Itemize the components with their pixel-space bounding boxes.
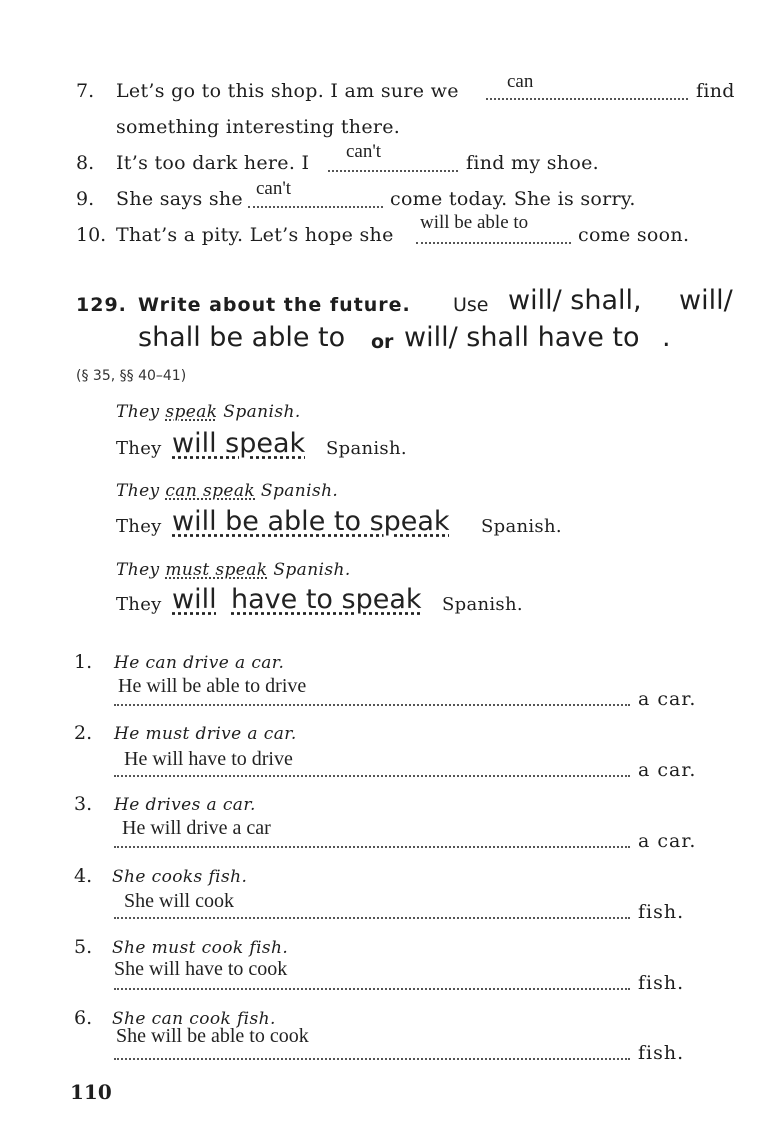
use-word: Use: [453, 294, 489, 316]
example-answer-start: They: [116, 516, 162, 537]
item-text-after: find: [696, 80, 735, 102]
example-answer-end: Spanish.: [442, 594, 523, 615]
task-number: 4.: [74, 865, 93, 887]
task-ending: fish.: [638, 901, 685, 923]
example-answer-handwritten: will speak: [172, 428, 306, 459]
answer-line: [328, 170, 458, 172]
task-ending: a car.: [638, 759, 697, 781]
page-number: 110: [70, 1080, 112, 1104]
example-answer-handwritten-have-to: have to speak: [231, 584, 422, 615]
task-number: 5.: [74, 936, 93, 958]
task-ending: fish.: [638, 1042, 685, 1064]
handwritten-answer: can't: [346, 141, 382, 162]
heading-period: .: [662, 322, 671, 353]
example-prompt-verb: can speak: [165, 481, 256, 501]
example-prompt-end: Spanish.: [260, 481, 339, 501]
example-prompt-verb: speak: [165, 402, 218, 422]
answer-line: [114, 846, 630, 848]
task-prompt: He drives a car.: [114, 795, 256, 815]
task-prompt: He must drive a car.: [114, 724, 297, 744]
answer-line: [114, 775, 630, 777]
exercise-number: 129.: [76, 294, 127, 316]
exercise-title: Write about the future.: [138, 294, 411, 316]
handwritten-answer: He will be able to drive: [118, 675, 307, 697]
answer-line: [114, 1058, 630, 1060]
example-prompt-end: Spanish.: [273, 560, 351, 580]
task-number: 3.: [74, 793, 93, 815]
answer-line: [114, 704, 630, 706]
task-ending: fish.: [638, 972, 685, 994]
item-number: 7.: [76, 80, 95, 102]
task-number: 2.: [74, 722, 93, 744]
option-will: will/: [679, 285, 733, 316]
task-ending: a car.: [638, 688, 697, 710]
task-prompt: She can cook fish.: [112, 1009, 276, 1029]
handwritten-answer: He will have to drive: [124, 748, 293, 770]
handwritten-answer: can't: [256, 178, 292, 199]
example-prompt-start: They: [116, 560, 160, 580]
option-have-to: will/ shall have to: [404, 322, 640, 353]
handwritten-answer: She will have to cook: [114, 958, 288, 980]
item-text-after: find my shoe.: [466, 152, 599, 174]
answer-line: [114, 988, 630, 990]
task-prompt: She cooks fish.: [112, 867, 248, 887]
handwritten-answer: She will be able to cook: [116, 1025, 309, 1047]
option-be-able-to: shall be able to: [138, 322, 346, 353]
item-number: 9.: [76, 188, 95, 210]
example-prompt-verb: must speak: [165, 560, 268, 580]
item-number: 10.: [76, 224, 107, 246]
task-ending: a car.: [638, 830, 697, 852]
item-number: 8.: [76, 152, 95, 174]
grammar-reference: (§ 35, §§ 40–41): [76, 368, 187, 384]
or-word: or: [371, 331, 394, 353]
example-answer-handwritten: will be able to speak: [172, 506, 450, 537]
example-answer-start: They: [116, 594, 162, 615]
example-prompt-end: Spanish.: [223, 402, 301, 422]
item-continuation: something interesting there.: [116, 116, 401, 138]
item-text-after: come soon.: [578, 224, 690, 246]
handwritten-answer: can: [507, 71, 534, 92]
answer-line: [486, 98, 688, 100]
example-answer-end: Spanish.: [326, 438, 407, 459]
task-prompt: She must cook fish.: [112, 938, 289, 958]
handwritten-answer: will be able to: [420, 212, 529, 233]
example-prompt-start: They: [116, 402, 160, 422]
item-text: That’s a pity. Let’s hope she: [116, 224, 394, 246]
example-answer-end: Spanish.: [481, 516, 562, 537]
example-answer-start: They: [116, 438, 162, 459]
task-number: 1.: [74, 651, 93, 673]
answer-line: [416, 242, 571, 244]
item-text: She says she: [116, 188, 243, 210]
item-text: Let’s go to this shop. I am sure we: [116, 80, 459, 102]
answer-line: [248, 206, 383, 208]
handwritten-answer: He will drive a car: [122, 817, 271, 839]
example-answer-handwritten-will: will: [172, 584, 217, 615]
task-prompt: He can drive a car.: [114, 653, 285, 673]
item-text-after: come today. She is sorry.: [390, 188, 636, 210]
example-prompt-start: They: [116, 481, 160, 501]
item-text: It’s too dark here. I: [116, 152, 310, 174]
handwritten-answer: She will cook: [124, 890, 234, 912]
task-number: 6.: [74, 1007, 93, 1029]
answer-line: [114, 917, 630, 919]
option-will-shall: will/ shall,: [508, 285, 642, 316]
